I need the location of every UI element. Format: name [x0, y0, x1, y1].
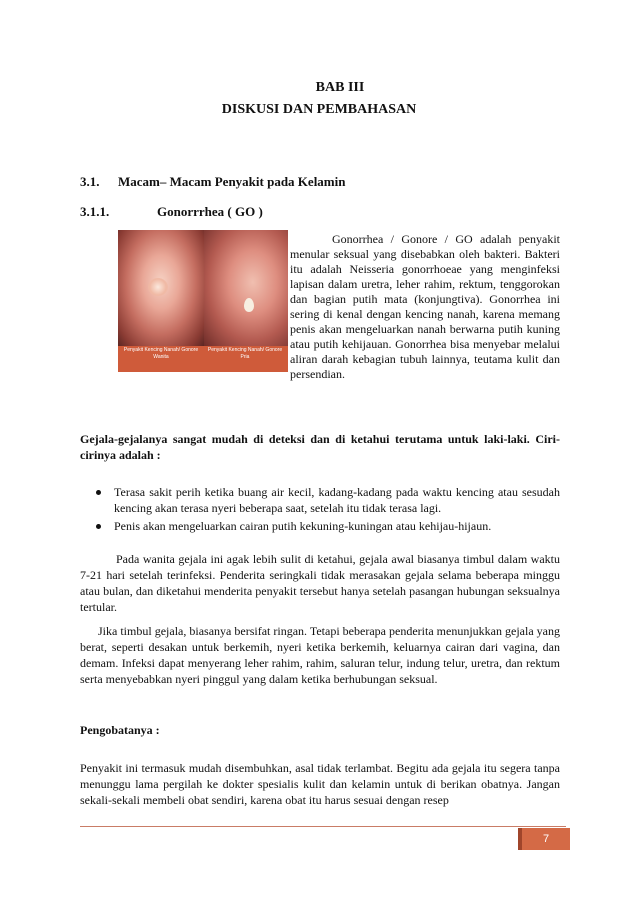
treatment-heading: Pengobatanya : [80, 723, 160, 737]
bullet-icon [96, 524, 101, 529]
photo-panel-female [118, 230, 204, 346]
list-item-text: Penis akan mengeluarkan cairan putih kekuning-kuningan atau kehijau-hijaun. [114, 519, 492, 533]
symptom-severity-paragraph: Jika timbul gejala, biasanya bersifat ringan. Tetapi beberapa penderita menunjukkan gejala yang berat, seperti desakan untuk berkemih, nyeri ketika berkemih, keluarnya cairan dari vagina, dan demam. Infeksi dapat menyerang leher rahim, rahim, saluran telur, indung telur, uretra, dan rektum serta menyebabkan nyeri pinggul yang dalam ketika berhubungan seksual. [80, 624, 560, 686]
bullet-icon [96, 490, 101, 495]
symptoms-heading: Gejala-gejalanya sangat mudah di deteksi dan di ketahui terutama untuk laki-laki. Ciri-cirinya adalah : [80, 432, 560, 462]
section-number: 3.1. [80, 174, 100, 189]
photo-panel-male [204, 230, 288, 346]
page-number: 7 [518, 828, 570, 850]
subsection-number: 3.1.1. [80, 204, 110, 219]
subsection-title: Gonorrrhea ( GO ) [157, 204, 263, 219]
gonorrhea-intro-paragraph: Gonorrhea / Gonore / GO adalah penyakit menular seksual yang disebabkan oleh bakteri. Bakteri itu adalah Neisseria gonorrhoeae yang menginfeksi lapisan dalam uretra, leher rahim, rektum, tenggorokan dan bagian putih mata (konjungtiva). Gonorrhea ini sering di kenal dengan kencing nanah, karena memang penis akan mengeluarkan nanah berwarna putih kuning atau putih kehijauan. Gonorrhea bisa menyebar melalui aliran darah kebagian tubuh lainnya, teutama kulit dan persendian. [290, 232, 560, 381]
chapter-label: BAB III [315, 80, 365, 95]
photo-caption-female: Penyakit Kencing Nanah/ Gonore Wanita [123, 347, 199, 360]
list-item-text: Terasa sakit perih ketika buang air kecil, kadang-kadang pada waktu kencing atau sesudah kencing akan terasa nyeri beberapa saat, setelah itu tidak terasa lagi. [114, 485, 560, 515]
symptoms-list [96, 484, 560, 536]
footer-divider [80, 826, 566, 827]
list-item [96, 518, 560, 534]
gonorrhea-photo [118, 230, 288, 372]
section-title: Macam– Macam Penyakit pada Kelamin [118, 174, 346, 189]
treatment-paragraph: Penyakit ini termasuk mudah disembuhkan, asal tidak terlambat. Begitu ada gejala itu segera tanpa menunggu lama pergilah ke dokter spesialis kulit dan kelamin untuk di berikan obatnya. Jangan sekali-sekali membeli obat sendiri, karena obat itu harus sesuai dengan resep [80, 761, 560, 807]
women-symptoms-paragraph: Pada wanita gejala ini agak lebih sulit di ketahui, gejala awal biasanya timbul dalam waktu 7-21 hari setelah terinfeksi. Penderita seringkali tidak merasakan gejala selama beberapa minggu atau bulan, dan diketahui menderita penyakit tersebut hanya setelah pasangan hubungan seksualnya tertular. [80, 552, 560, 614]
list-item [96, 484, 560, 516]
photo-caption-male: Penyakit Kencing Nanah/ Gonore Pria [207, 347, 283, 360]
chapter-title: DISKUSI DAN PEMBAHASAN [221, 102, 417, 117]
